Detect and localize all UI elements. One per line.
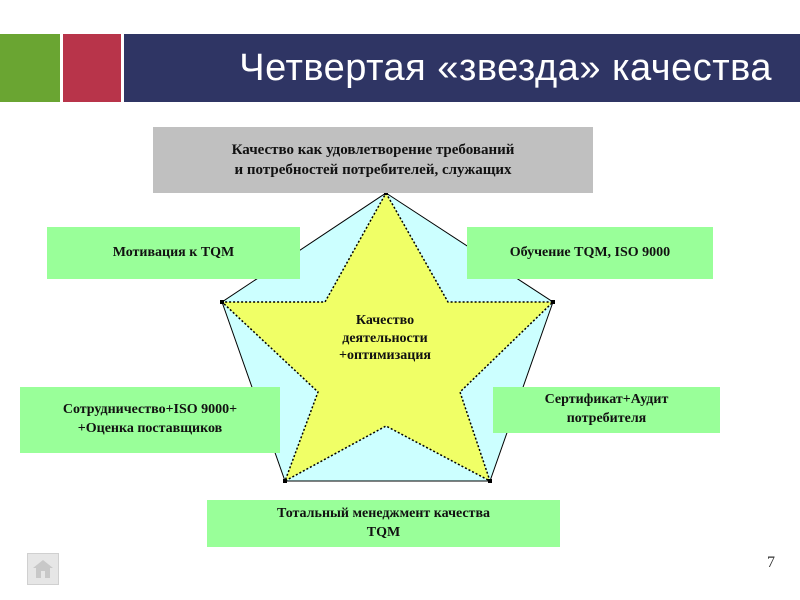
vertex-marker bbox=[488, 479, 492, 483]
top-quality-box: Качество как удовлетворение требований и потребностей потребителей, служащих bbox=[153, 127, 593, 193]
home-button[interactable] bbox=[27, 553, 59, 585]
vertex-marker bbox=[283, 479, 287, 483]
certificate-box: Сертификат+Аудит потребителя bbox=[493, 387, 720, 433]
slide-title: Четвертая «звезда» качества bbox=[239, 47, 772, 89]
center-label: Качество деятельности +оптимизация bbox=[339, 313, 431, 363]
cooperation-box: Сотрудничество+ISO 9000+ +Оценка поставщиков bbox=[20, 387, 280, 453]
vertex-marker bbox=[220, 300, 224, 304]
training-box: Обучение TQM, ISO 9000 bbox=[467, 227, 713, 279]
tqm-box: Тотальный менеджмент качества TQM bbox=[207, 500, 560, 547]
home-icon bbox=[28, 554, 58, 584]
page-number: 7 bbox=[767, 554, 775, 571]
vertex-marker bbox=[551, 300, 555, 304]
motivation-box: Мотивация к TQM bbox=[47, 227, 300, 279]
